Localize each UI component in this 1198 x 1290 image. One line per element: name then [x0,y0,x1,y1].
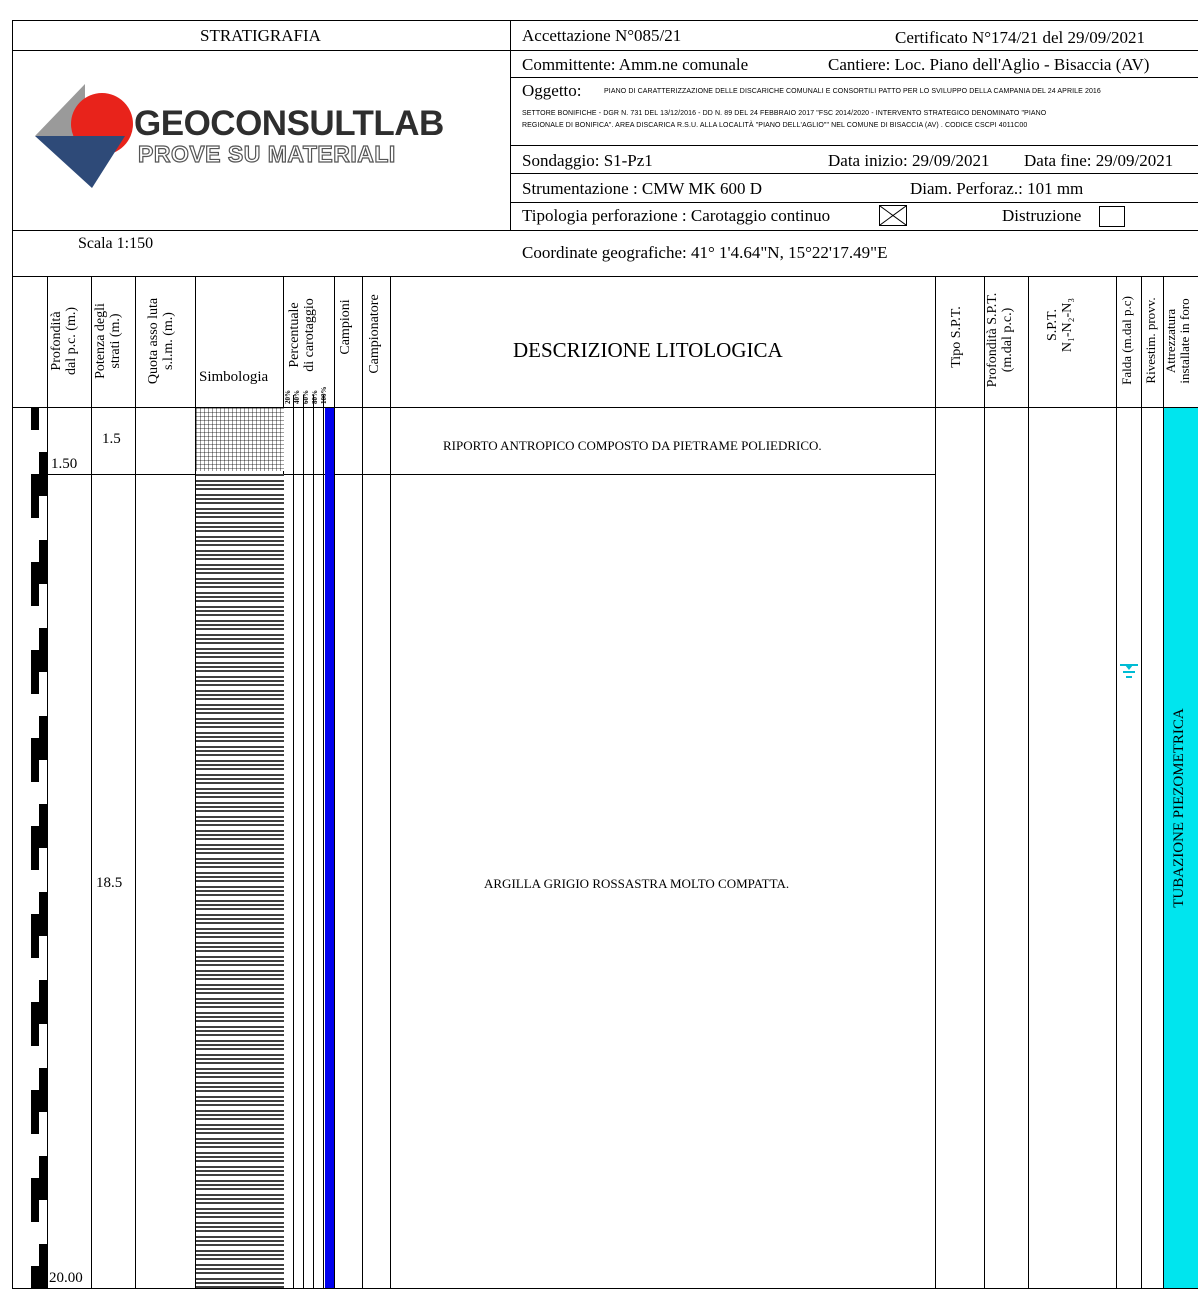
col-tipo-spt: Tipo S.P.T. [949,306,964,368]
perc-tick: 60% [302,390,310,404]
core-recovery-bar [325,408,334,1288]
scale-block [31,826,39,848]
scale-block [31,452,39,474]
scale-block [31,628,39,650]
depth-scale-bar [31,408,47,1288]
installation-label: TUBAZIONE PIEZOMETRICA [1171,708,1187,908]
scale-block [31,562,39,584]
scale-block [39,848,47,892]
scale-block [39,936,47,980]
col-profondita: Profondità dal p.c. (m.) [49,306,79,376]
sondaggio: Sondaggio: S1-Pz1 [522,151,653,170]
depth-label: 20.00 [49,1270,83,1286]
scale-block [31,430,39,452]
scale-block [39,892,47,936]
perc-tick: 40% [293,390,301,404]
col-falda: Falda (m.dal p.c) [1119,296,1134,385]
perc-tick: 20% [284,390,292,404]
certificato: Certificato N°174/21 del 29/09/2021 [895,28,1145,47]
thickness-label: 1.5 [102,431,121,447]
scale-block [31,1068,39,1090]
scale-block [31,782,39,804]
col-quota: Quota asso luta s.l.m. (m.) [146,297,176,385]
layer-boundary [47,474,935,475]
scale-block [39,540,47,584]
scale-block [31,760,39,782]
argilla-pattern [196,474,284,1288]
strumentazione: Strumentazione : CMW MK 600 D [522,179,763,198]
scale-block [31,870,39,892]
carotaggio-checkbox-checked[interactable] [879,205,907,226]
col-simbologia: Simbologia [199,369,269,385]
scale-block [39,1068,47,1112]
cantiere: Cantiere: Loc. Piano dell'Aglio - Bisaccia (AV) [828,55,1150,74]
scale-block [31,738,39,760]
scale-block [31,496,39,518]
scale-block [31,650,39,672]
col-rivestim: Rivestim. provv. [1143,297,1158,384]
oggetto-line1: PIANO DI CARATTERIZZAZIONE DELLE DISCARICHE COMUNALI E CONSORTILI PATTO PER LO SVILUPPO DELLA CAMPANIA DEL 24 APRILE 2016 [604,88,1101,95]
scale-block [31,1200,39,1222]
col-campioni: Campioni [338,299,353,355]
oggetto-label: Oggetto: [522,81,582,100]
data-inizio: Data inizio: 29/09/2021 [828,151,990,170]
col-potenza: Potenza degli strati (m.) [93,303,123,379]
scale-block [31,958,39,980]
tipologia: Tipologia perforazione : Carotaggio continuo [522,206,831,225]
logo-name: GEOCONSULTLAB [134,104,444,143]
scale-block [31,672,39,694]
logo-mark-icon [30,78,150,196]
scala: Scala 1:150 [78,235,154,252]
scale-block [39,716,47,760]
depth-label: 1.50 [51,456,78,472]
scale-block [39,1024,47,1068]
scale-block [31,716,39,738]
scale-block [31,1002,39,1024]
diametro: Diam. Perforaz.: 101 mm [910,179,1084,198]
scale-block [31,1046,39,1068]
company-logo [30,78,480,196]
scale-block [31,980,39,1002]
scale-block [39,672,47,716]
water-table-icon [1119,662,1143,686]
col-prof-spt: Profondità S.P.T. (m.dal p.c.) [985,292,1015,388]
scale-block [39,804,47,848]
oggetto-line2: SETTORE BONIFICHE - DGR N. 731 DEL 13/12/2016 - DD N. 89 DEL 24 FEBBRAIO 2017 "FSC 2014/2020 - INTERVENTO STRATEGICO DENOMINATO "PIANO [522,110,1047,117]
scale-block [31,914,39,936]
col-campionatore: Campionatore [367,294,382,374]
oggetto-line3: REGIONALE DI BONIFICA". AREA DISCARICA R.S.U. ALLA LOCALITÀ "PIANO DELL'AGLIO"" NEL COMUNE DI BISACCIA (AV) . CODICE CSCPI 4011C00 [522,122,1028,129]
perc-tick: 100% [320,386,328,404]
scale-block [31,408,39,430]
scale-block [39,452,47,496]
coordinate: Coordinate geografiche: 41° 1'4.64"N, 15°22'17.49"E [522,243,888,262]
scale-block [39,760,47,804]
scale-block [39,1112,47,1156]
thickness-label: 18.5 [96,875,123,891]
scale-block [31,694,39,716]
col-spt: S.P.T. N₁-N₂-N₃ [1045,297,1075,353]
scale-block [31,540,39,562]
layer-description: ARGILLA GRIGIO ROSSASTRA MOLTO COMPATTA. [484,876,790,891]
scale-block [31,1244,39,1266]
scale-block [39,980,47,1024]
scale-block [31,1024,39,1046]
scale-block [31,518,39,540]
scale-block [31,1134,39,1156]
scale-block [31,848,39,870]
scale-block [31,804,39,826]
riporto-pattern [196,408,284,471]
layer-description: RIPORTO ANTROPICO COMPOSTO DA PIETRAME POLIEDRICO. [443,438,822,453]
header-title: STRATIGRAFIA [200,26,321,45]
scale-block [39,408,47,452]
scale-block [31,1156,39,1178]
falda-tube [1116,638,1141,1288]
logo-subtitle: PROVE SU MATERIALI [138,141,396,167]
scale-block [31,584,39,606]
scale-block [31,1090,39,1112]
scale-block [31,1222,39,1244]
scale-block [31,1112,39,1134]
scale-block [39,1200,47,1244]
scale-block [39,496,47,540]
scale-block [31,606,39,628]
symbology-column [196,408,284,1288]
col-descrizione: DESCRIZIONE LITOLOGICA [513,338,783,362]
committente: Committente: Amm.ne comunale [522,55,749,74]
scale-block [31,474,39,496]
scale-block [39,1244,47,1288]
col-percentuale: Percentuale di carotaggio [287,298,317,372]
scale-block [31,892,39,914]
perc-tick: 80% [311,390,319,404]
scale-block [39,628,47,672]
col-attrezzatura: Attrezzatura installate in foro [1163,298,1192,384]
data-fine: Data fine: 29/09/2021 [1024,151,1174,170]
distruzione: Distruzione [1002,206,1082,225]
scale-block [39,584,47,628]
scale-block [31,1266,39,1288]
accettazione: Accettazione N°085/21 [522,26,682,45]
distruzione-checkbox[interactable] [1099,206,1125,227]
scale-block [39,1156,47,1200]
scale-block [31,1178,39,1200]
scale-block [31,936,39,958]
